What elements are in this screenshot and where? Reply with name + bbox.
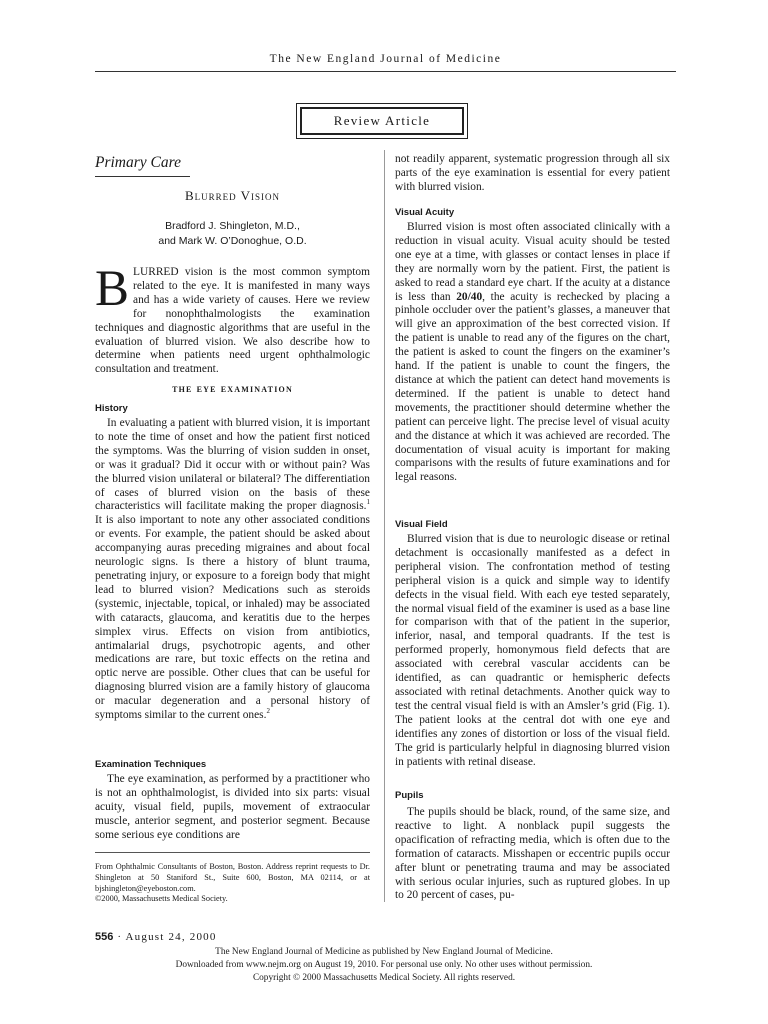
review-article-box [296,103,468,139]
header-rule [95,71,676,72]
citation-2: 2 [266,707,270,716]
footnote-copyright: ©2000, Massachusetts Medical Society. [95,894,228,903]
visual-field-paragraph: Blurred vision that is due to neurologic disease or retinal detachment is occasionally manifested as a defect in peripheral vision. The confrontation method of testing peripheral vision is a quick and simple way to identify defects in the visual field. With each eye tested separately, the normal visual field of the examiner is used as a base line for comparison with that of the patient in the superior, inferior, nasal, and temporal quadrants. If the test is performed properly, homonymous field defects that are associated with cerebral vascular accidents can be identified, as can quadrantic or hemispheric defects associated with retinal detachments. Another quick way to test the central visual field is with an Amsler’s grid (Fig. 1). The patient looks at the central dot with one eye and identifies any zones of distortion or loss of the visual field. The grid is particularly helpful in diagnosing blurred vision in patients with retinal disease. [395,533,670,768]
page-number: 556 [95,931,114,943]
page-date: August 24, 2000 [125,931,217,943]
intro-paragraph [95,261,370,377]
section-label-rule [95,176,190,177]
intro-text: LURRED vision is the most common symptom related to the eye. It is manifested in many ways and has a wide variety of causes. Here we review for nonophthalmologists the examination techniques and diagnostic algorithms that are useful in the evaluation of blurred vision. We also describe how to determine when patients need urgent ophthalmologic consultation and treatment. [95,266,370,376]
footnote-rule [95,852,370,853]
footnote-affiliation: From Ophthalmic Consultants of Boston, Boston. Address reprint requests to Dr. Shingleton at 50 Staniford St., Suite 600, Boston, MA 02114, or at bjshingleton@eyeboston.com. [95,862,370,893]
acuity-value: 20/40 [456,290,483,303]
page-footer [95,931,217,943]
citation-1: 1 [366,498,370,507]
subhead-pupils: Pupils [395,790,424,801]
subhead-history: History [95,403,128,414]
legal-line-2: Downloaded from www.nejm.org on August 19, 2010. For personal use only. No other uses without permission. [175,960,593,970]
visual-acuity-paragraph: Blurred vision is most often associated clinically with a reduction in visual acuity. Visual acuity should be tested one eye at a time, with glasses or contact lenses in place if they are normally worn by the patient. First, the patient is asked to read a standard eye chart. If the acuity at a distance is less than 20/40, the acuity is rechecked by placing a pinhole occluder over the patient’s glasses, a maneuver that will give an approximation of the best corrected vision. If the patient is unable to read any of the figures on the chart, the patient is asked to count the fingers on the examiner’s hand. If the patient is unable to count the fingers, the distance at which the patient can detect hand movements is determined. If the patient is unable to detect hand movements, the practitioner should determine whether the patient can perceive light. The precise level of visual acuity and the distance at which it was achieved are recorded. The documentation of visual acuity is important for making comparisons with the results of future examinations and for legal reasons. [395,221,670,484]
pupils-paragraph: The pupils should be black, round, of the same size, and reactive to light. A nonblack pupil suggests the opacification of refracting media, which is often due to the formation of cataracts. Misshapen or eccentric pupils occur after blunt or penetrating trauma and may be associated with serious ocular injuries, such as ruptured globes. In up to 20 percent of cases, pu- [395,806,670,902]
article-title: Blurred Vision [184,188,281,203]
exam-techniques-paragraph: The eye examination, as performed by a practitioner who is not an ophthalmologist, is divided into six parts: visual acuity, visual field, pupils, movement of extraocular muscle, anterior segment, and posterior segment. Because some serious eye conditions are [95,773,370,841]
section-label: Primary Care [95,154,181,171]
subhead-exam-techniques: Examination Techniques [95,759,207,770]
journal-header: The New England Journal of Medicine [269,53,502,65]
author-line-1: Bradford J. Shingleton, M.D., [165,220,300,232]
review-article-label: Review Article [300,107,464,135]
author-line-2: and Mark W. O’Donoghue, O.D. [158,235,307,247]
legal-line-1: The New England Journal of Medicine as published by New England Journal of Medicine. [215,947,553,957]
history-paragraph: In evaluating a patient with blurred vision, it is important to note the time of onset and how the patient first noticed the symptoms. Was the blurring of vision sudden in onset, or was it gradual? Did it occur with or without pain? Was the blurred vision unilateral or bilateral? The differentiation of cases of blurred vision on the basis of these characteristics will facilitate making the proper diagnosis.$^1$ It is also important to note any other associated conditions or events. For example, the patient should be asked about accompanying auras preceding migraines and about focal neurologic signs. Is there a history of blunt trauma, penetrating injury, or exposure to a foreign body that might lead to blurred vision? Medications such as steroids (systemic, injectable, topical, or inhaled) may be associated with cataracts, glaucoma, and keratitis due to the herpes simplex virus. Effects on vision from antibiotics, antimalarial drugs, psychotropic agents, and other medications are rare, but toxic effects on the retina and optic nerve are possible. Other clues that can be useful for diagnosing blurred vision are a family history of glaucoma or macular degeneration and a personal history of symptoms similar to the current ones.$^2$ [95,417,370,722]
subhead-visual-field: Visual Field [395,519,448,530]
section-heading-eye-exam: the eye examination [172,383,293,395]
legal-line-3: Copyright © 2000 Massachusetts Medical Society. All rights reserved. [252,973,516,983]
continued-paragraph: not readily apparent, systematic progression through all six parts of the eye examination is essential for every patient with blurred vision. [395,153,670,193]
subhead-visual-acuity: Visual Acuity [395,207,455,218]
column-divider [384,150,385,902]
drop-cap: B [95,261,130,317]
page-separator: · [117,931,123,943]
